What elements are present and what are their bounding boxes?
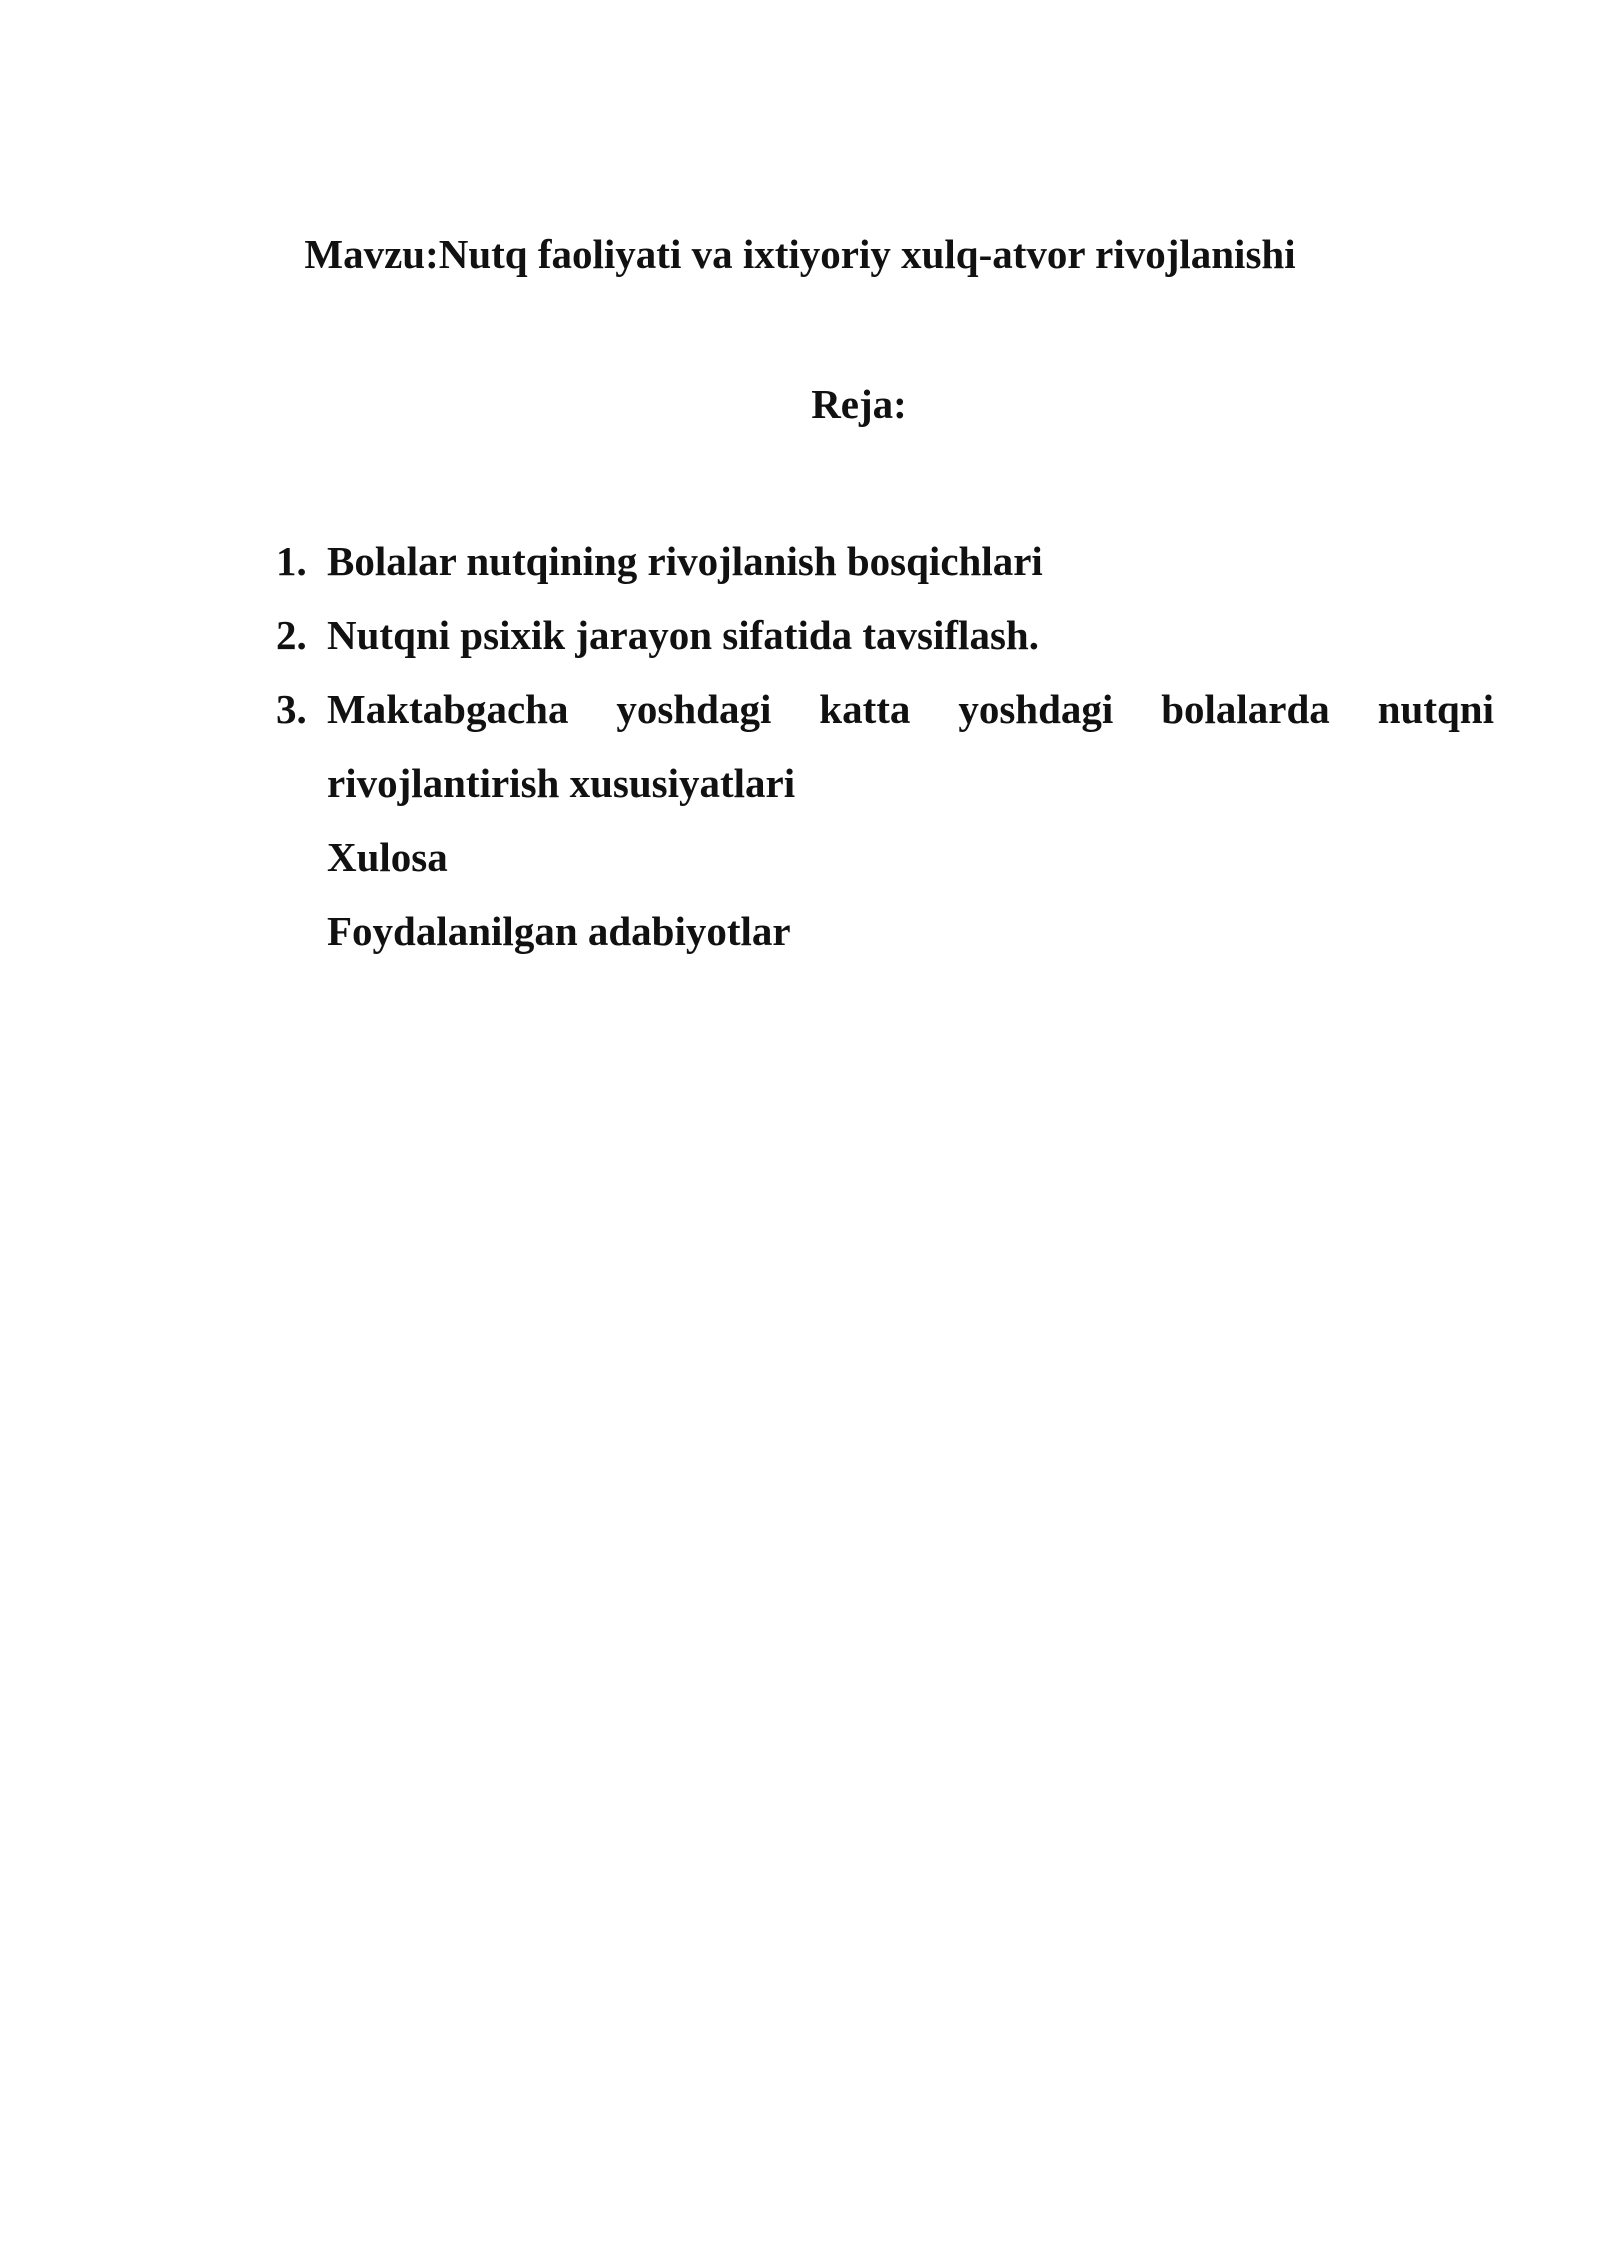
plan-item: [276, 598, 1494, 672]
plan-item-number: 2.: [276, 612, 307, 658]
plan-item-text-line: rivojlantirish xususiyatlari: [327, 760, 796, 806]
plan-item-text-line: Maktabgacha yoshdagi katta yoshdagi bolalarda nutqni: [327, 686, 1494, 732]
plan-item-number: 1.: [276, 538, 307, 584]
plan-heading: Reja:: [811, 381, 907, 427]
plan-list: [276, 524, 1494, 968]
plan-item-number: 3.: [276, 686, 307, 732]
conclusion-label: Xulosa: [327, 834, 448, 880]
references-label: Foydalanilgan adabiyotlar: [327, 908, 791, 954]
plan-extra-item: [276, 894, 1494, 968]
plan-item: [276, 524, 1494, 598]
plan-item-text: Bolalar nutqining rivojlanish bosqichlari: [327, 538, 1043, 584]
document-title: Mavzu:Nutq faoliyati va ixtiyoriy xulq-atvor rivojlanishi: [304, 231, 1296, 277]
plan-item: [276, 672, 1494, 820]
plan-item-text: Nutqni psixik jarayon sifatida tavsiflash.: [327, 612, 1039, 658]
plan-extra-item: [276, 820, 1494, 894]
